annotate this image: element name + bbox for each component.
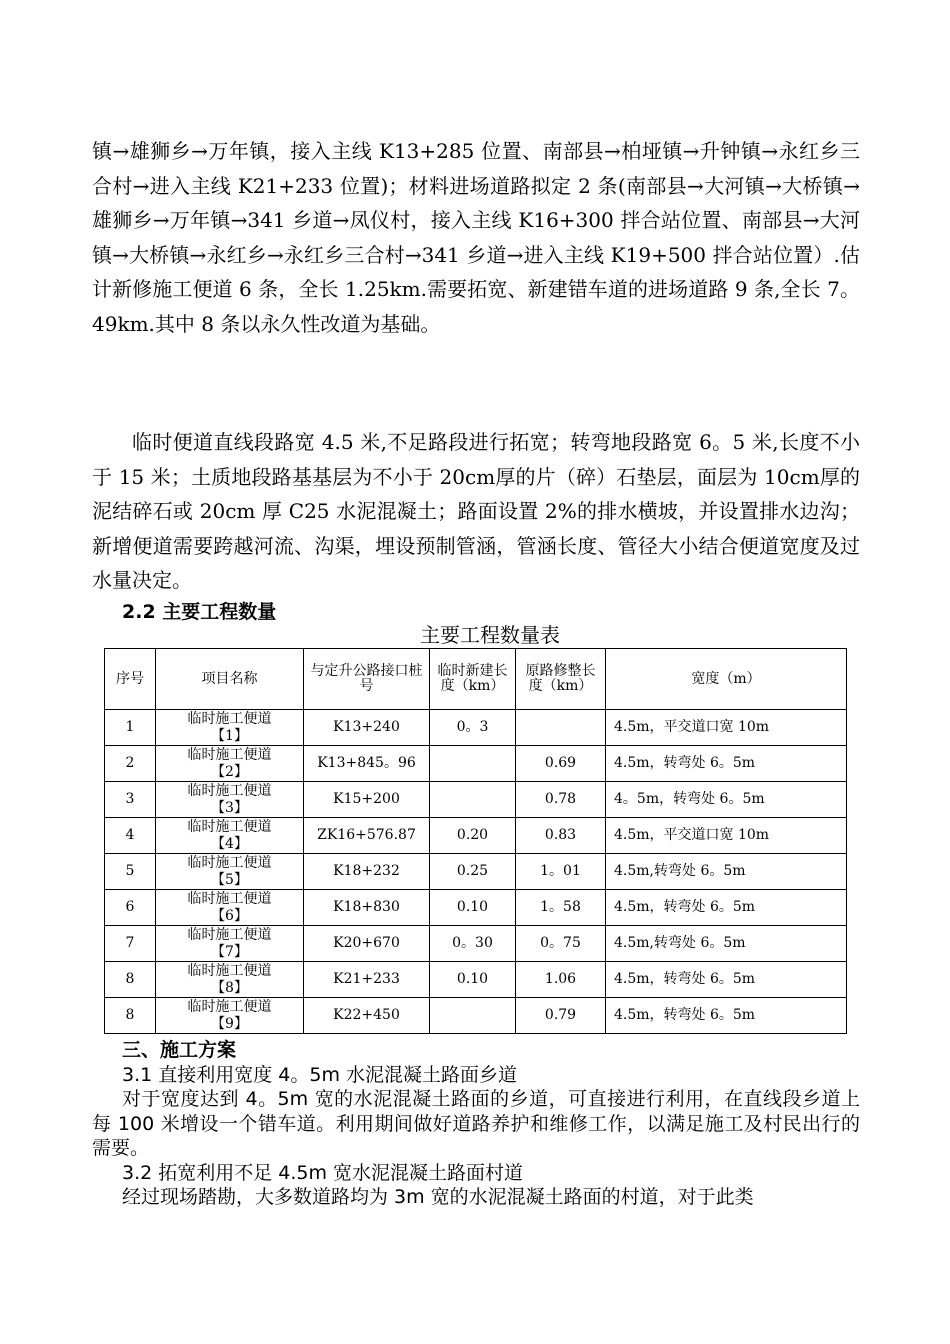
- cell-seq: 6: [105, 890, 156, 926]
- cell-stake: K21+233: [304, 962, 430, 998]
- cell-stake: K18+232: [304, 854, 430, 890]
- table-row: [105, 962, 847, 998]
- quantity-table: [104, 648, 847, 1034]
- cell-width: 4.5m,转弯处 6。5m: [606, 854, 847, 890]
- item-number-line: 【1】: [211, 727, 248, 744]
- cell-seq: 4: [105, 818, 156, 854]
- table-row: [105, 746, 847, 782]
- cell-name: [156, 926, 304, 962]
- cell-seq: 2: [105, 746, 156, 782]
- cell-repair-length: [516, 710, 606, 746]
- subsection-body-3-2: 经过现场踏勘，大多数道路均为 3m 宽的水泥混凝土路面的村道，对于此类: [122, 1186, 754, 1208]
- cell-seq: 3: [105, 782, 156, 818]
- subsection-heading-3-1: 3.1 直接利用宽度 4。5m 水泥混凝土路面乡道: [122, 1064, 518, 1086]
- cell-new-length: 0.10: [430, 962, 516, 998]
- subsection-heading-3-2: 3.2 拓宽利用不足 4.5m 宽水泥混凝土路面村道: [122, 1162, 524, 1184]
- item-name-line: 临时施工便道: [187, 962, 272, 979]
- cell-stake: ZK16+576.87: [304, 818, 430, 854]
- item-name-line: 临时施工便道: [187, 710, 272, 727]
- item-number-line: 【4】: [211, 835, 248, 852]
- cell-repair-length: 0.83: [516, 818, 606, 854]
- cell-name: [156, 710, 304, 746]
- header-repair-length: 原路修整长度（km）: [516, 649, 606, 710]
- cell-stake: K15+200: [304, 782, 430, 818]
- subsection-body-3-1: 对于宽度达到 4。5m 宽的水泥混凝土路面的乡道，可直接进行利用，在直线段乡道上每 100 米增设一个错车道。利用期间做好道路养护和维修工作，以满足施工及村民出行的需要。: [92, 1088, 860, 1159]
- cell-repair-length: 0.79: [516, 998, 606, 1034]
- paragraph-access-roads: 镇→雄狮乡→万年镇，接入主线 K13+285 位置、南部县→柏垭镇→升钟镇→永红乡三合村→进入主线 K21+233 位置)；材料进场道路拟定 2 条(南部县→大河镇→大桥镇→雄狮乡→万年镇→341 乡道→凤仪村，接入主线 K16+300 拌合站位置、南部县→大河镇→大桥镇→永红乡→永红乡三合村→341 乡道→进入主线 K19+500 拌合站位置）.估计新修施工便道 6 条，全长 1.25km.需要拓宽、新建错车道的进场道路 9 条,全长 7。49km.其中 8 条以永久性改道为基础。: [92, 139, 860, 336]
- item-number-line: 【7】: [211, 943, 248, 960]
- cell-name: [156, 746, 304, 782]
- cell-new-length: [430, 998, 516, 1034]
- cell-repair-length: 0.78: [516, 782, 606, 818]
- item-name-line: 临时施工便道: [187, 818, 272, 835]
- cell-repair-length: 1。01: [516, 854, 606, 890]
- cell-seq: 7: [105, 926, 156, 962]
- table-title: 主要工程数量表: [420, 623, 560, 647]
- table-row: [105, 782, 847, 818]
- cell-new-length: 0.20: [430, 818, 516, 854]
- table-row: [105, 890, 847, 926]
- item-number-line: 【2】: [211, 763, 248, 780]
- cell-repair-length: 1.06: [516, 962, 606, 998]
- item-name-line: 临时施工便道: [187, 998, 272, 1015]
- cell-seq: 1: [105, 710, 156, 746]
- item-name-line: 临时施工便道: [187, 746, 272, 763]
- cell-name: [156, 890, 304, 926]
- item-name-line: 临时施工便道: [187, 854, 272, 871]
- cell-width: 4。5m，转弯处 6。5m: [606, 782, 847, 818]
- paragraph-road-specs: 临时便道直线段路宽 4.5 米,不足路段进行拓宽；转弯地段路宽 6。5 米,长度不小于 15 米；土质地段路基基层为不小于 20cm厚的片（碎）石垫层，面层为 10cm厚的泥结碎石或 20cm 厚 C25 水泥混凝土；路面设置 2%的排水横坡，并设置排水边沟；新增便道需要跨越河流、沟渠，埋设预制管涵，管涵长度、管径大小结合便道宽度及过水量决定。: [92, 430, 860, 592]
- item-number-line: 【6】: [211, 907, 248, 924]
- cell-seq: 8: [105, 998, 156, 1034]
- cell-name: [156, 998, 304, 1034]
- cell-width: 4.5m，转弯处 6。5m: [606, 890, 847, 926]
- cell-name: [156, 818, 304, 854]
- cell-new-length: 0。30: [430, 926, 516, 962]
- header-width: 宽度（m）: [606, 649, 847, 710]
- item-name-line: 临时施工便道: [187, 782, 272, 799]
- item-name-line: 临时施工便道: [187, 926, 272, 943]
- cell-width: 4.5m，转弯处 6。5m: [606, 998, 847, 1034]
- table-header-row: [105, 649, 847, 710]
- item-number-line: 【5】: [211, 871, 248, 888]
- table-row: [105, 818, 847, 854]
- header-seq: 序号: [105, 649, 156, 710]
- cell-new-length: [430, 746, 516, 782]
- cell-stake: K22+450: [304, 998, 430, 1034]
- cell-new-length: 0.25: [430, 854, 516, 890]
- item-number-line: 【8】: [211, 979, 248, 996]
- cell-stake: K13+845。96: [304, 746, 430, 782]
- table-row: [105, 854, 847, 890]
- table-row: [105, 926, 847, 962]
- cell-width: 4.5m，平交道口宽 10m: [606, 710, 847, 746]
- cell-width: 4.5m，转弯处 6。5m: [606, 962, 847, 998]
- header-name: 项目名称: [156, 649, 304, 710]
- cell-seq: 8: [105, 962, 156, 998]
- cell-new-length: 0.10: [430, 890, 516, 926]
- cell-name: [156, 962, 304, 998]
- section-heading-2-2: 2.2 主要工程数量: [122, 601, 277, 623]
- header-new-length: 临时新建长度（km）: [430, 649, 516, 710]
- cell-stake: K18+830: [304, 890, 430, 926]
- cell-repair-length: 0。75: [516, 926, 606, 962]
- cell-stake: K20+670: [304, 926, 430, 962]
- cell-new-length: 0。3: [430, 710, 516, 746]
- section-heading-3: 三、施工方案: [122, 1039, 237, 1061]
- cell-name: [156, 854, 304, 890]
- cell-stake: K13+240: [304, 710, 430, 746]
- cell-width: 4.5m,转弯处 6。5m: [606, 926, 847, 962]
- item-number-line: 【9】: [211, 1015, 248, 1032]
- cell-repair-length: 1。58: [516, 890, 606, 926]
- item-number-line: 【3】: [211, 799, 248, 816]
- cell-width: 4.5m，转弯处 6。5m: [606, 746, 847, 782]
- table-row: [105, 710, 847, 746]
- cell-width: 4.5m，平交道口宽 10m: [606, 818, 847, 854]
- cell-name: [156, 782, 304, 818]
- cell-repair-length: 0.69: [516, 746, 606, 782]
- cell-new-length: [430, 782, 516, 818]
- header-stake: 与定升公路接口桩号: [304, 649, 430, 710]
- item-name-line: 临时施工便道: [187, 890, 272, 907]
- table-row: [105, 998, 847, 1034]
- cell-seq: 5: [105, 854, 156, 890]
